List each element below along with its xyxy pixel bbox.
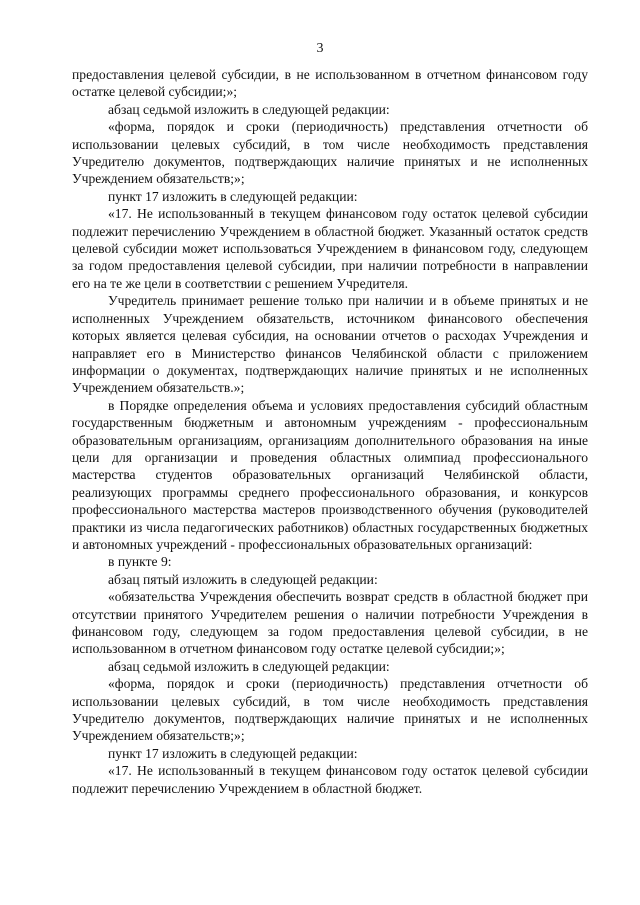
paragraph: в Порядке определения объема и условиях предоставления субсидий областным государственным бюджетным и автономным учреждениям - профессиональным образовательным организациям, организациям дополнительного образования на иные цели для организации и проведения областных олимпиад профессионального мастерства студентов образовательных организаций Челябинской области, реализующих программы среднего профессионального образования, и конкурсов профессионального мастерства мастеров производственного обучения (руководителей практики из числа педагогических работников) областных государственных бюджетных и автономных учреждений - профессиональных образовательных организаций:: [72, 397, 588, 552]
paragraph: «форма, порядок и сроки (периодичность) представления отчетности об использовании целевых субсидий, в том числе необходимость представления Учредителю документов, подтверждающих наличие принятых и не исполненных Учреждением обязательств;»;: [72, 119, 588, 187]
paragraph: «форма, порядок и сроки (периодичность) представления отчетности об использовании целевых субсидий, в том числе необходимость представления Учредителю документов, подтверждающих наличие принятых и не исполненных Учреждением обязательств;»;: [72, 676, 588, 744]
paragraph: предоставления целевой субсидии, в не использованном в отчетном финансовом году остатке целевой субсидии;»;: [72, 67, 588, 100]
paragraph: «17. Не использованный в текущем финансовом году остаток целевой субсидии подлежит перечислению Учреждением в областной бюджет.: [72, 763, 588, 796]
page-number: 3: [316, 41, 324, 56]
paragraph: абзац пятый изложить в следующей редакции:: [108, 571, 378, 587]
paragraph: «17. Не использованный в текущем финансовом году остаток целевой субсидии подлежит перечислению Учреждением в областной бюджет. Указанный остаток средств целевой субсидии может использоваться Учреждением в финансовом году, следующем за годом предоставления целевой субсидии, при наличии потребности в направлении его на те же цели в соответствии с решением Учредителя.: [72, 206, 588, 291]
paragraph: «обязательства Учреждения обеспечить возврат средств в областной бюджет при отсутствии принятого Учредителем решения о наличии потребности Учреждения в финансовом году, следующем за годом предоставления целевой субсидии, в не использованном в отчетном финансовом году остатке целевой субсидии;»;: [72, 589, 588, 657]
paragraph: абзац седьмой изложить в следующей редакции:: [108, 101, 390, 117]
document-body: [72, 66, 588, 797]
paragraph: в пункте 9:: [108, 554, 172, 570]
paragraph: пункт 17 изложить в следующей редакции:: [108, 188, 358, 204]
paragraph: Учредитель принимает решение только при наличии и в объеме принятых и не исполненных Учреждением обязательств, источником финансового обеспечения которых является целевая субсидия, на основании отчетов о расходах Учреждения и направляет его в Министерство финансов Челябинской области с приложением информации о документах, подтверждающих наличие принятых и не исполненных Учреждением обязательств.»;: [72, 293, 588, 396]
paragraph: абзац седьмой изложить в следующей редакции:: [108, 658, 390, 674]
paragraph: пункт 17 изложить в следующей редакции:: [108, 745, 358, 761]
